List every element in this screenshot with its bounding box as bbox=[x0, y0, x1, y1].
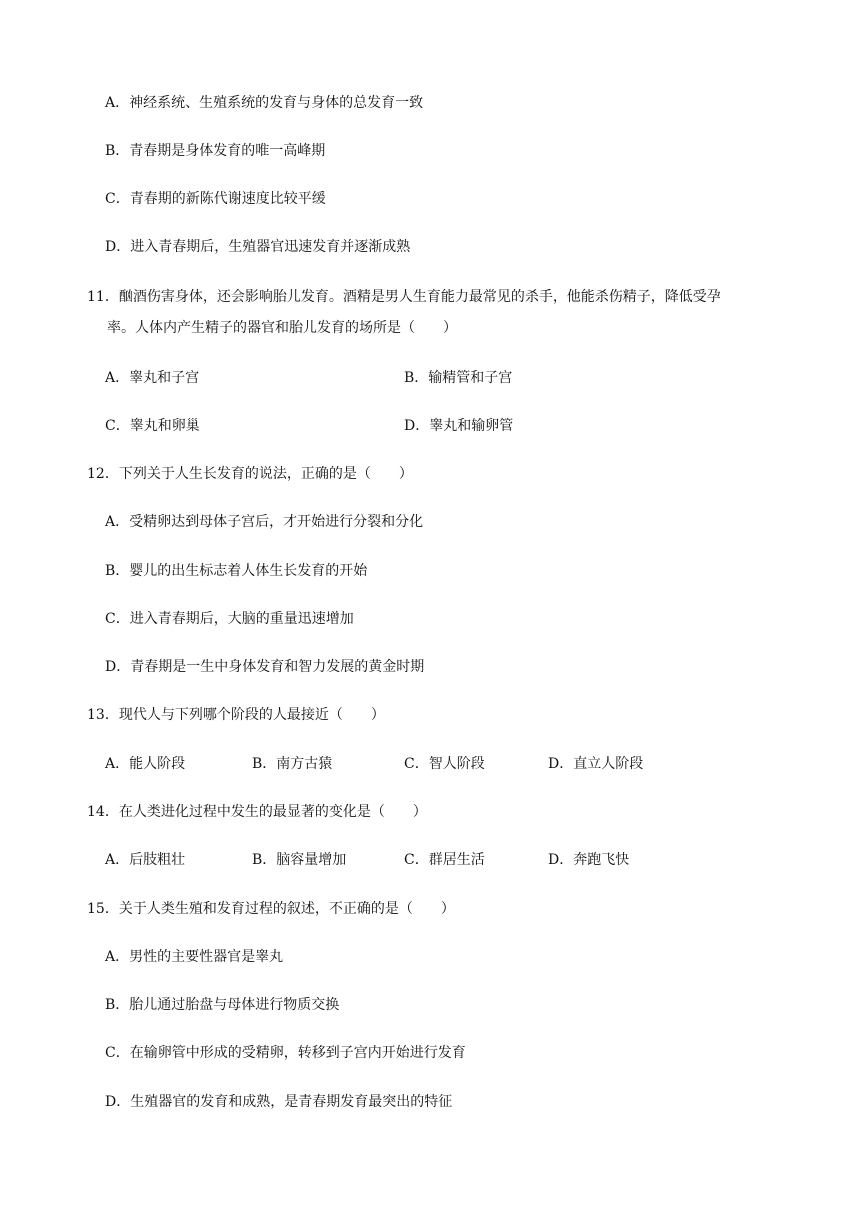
q15-option-b: B．胎儿通过胎盘与母体进行物质交换 bbox=[105, 997, 340, 1013]
q11-option-a: A．睾丸和子宫 bbox=[105, 370, 200, 386]
q12-option-d: D．青春期是一生中身体发育和智力发展的黄金时期 bbox=[105, 659, 425, 675]
q13-option-b: B．南方古猿 bbox=[252, 756, 333, 772]
q13-option-a: A．能人阶段 bbox=[105, 756, 186, 772]
q14-option-c: C．群居生活 bbox=[404, 852, 485, 868]
q10-option-c: C．青春期的新陈代谢速度比较平缓 bbox=[105, 191, 326, 207]
q11-option-d: D．睾丸和输卵管 bbox=[404, 418, 514, 434]
q14-option-d: D．奔跑飞快 bbox=[548, 852, 630, 868]
q11-stem-line2: 率。人体内产生精子的器官和胎儿发育的场所是（ ） bbox=[107, 320, 457, 336]
q12-stem: 12．下列关于人生长发育的说法，正确的是（ ） bbox=[87, 466, 413, 482]
q11-option-c: C．睾丸和卵巢 bbox=[105, 418, 200, 434]
q13-stem: 13．现代人与下列哪个阶段的人最接近（ ） bbox=[87, 707, 385, 723]
q15-option-c: C．在输卵管中形成的受精卵，转移到子宫内开始进行发育 bbox=[105, 1045, 466, 1061]
q12-option-c: C．进入青春期后，大脑的重量迅速增加 bbox=[105, 611, 354, 627]
q15-stem: 15．关于人类生殖和发育过程的叙述，不正确的是（ ） bbox=[87, 901, 455, 917]
q10-option-d: D．进入青春期后，生殖器官迅速发育并逐渐成熟 bbox=[105, 239, 411, 255]
q14-option-b: B．脑容量增加 bbox=[252, 852, 347, 868]
q15-option-a: A．男性的主要性器官是睾丸 bbox=[105, 949, 284, 965]
q13-option-d: D．直立人阶段 bbox=[548, 756, 644, 772]
q11-stem-line1: 11．酗酒伤害身体，还会影响胎儿发育。酒精是男人生育能力最常见的杀手，他能杀伤精子，降低受孕 bbox=[87, 289, 721, 305]
q12-option-a: A．受精卵达到母体子宫后，才开始进行分裂和分化 bbox=[105, 514, 424, 530]
q14-stem: 14．在人类进化过程中发生的最显著的变化是（ ） bbox=[87, 804, 427, 820]
q10-option-b: B．青春期是身体发育的唯一高峰期 bbox=[105, 143, 326, 159]
q15-option-d: D．生殖器官的发育和成熟，是青春期发育最突出的特征 bbox=[105, 1094, 453, 1110]
q13-option-c: C．智人阶段 bbox=[404, 756, 485, 772]
q10-option-a: A．神经系统、生殖系统的发育与身体的总发育一致 bbox=[105, 95, 424, 111]
q14-option-a: A．后肢粗壮 bbox=[105, 852, 186, 868]
q12-option-b: B．婴儿的出生标志着人体生长发育的开始 bbox=[105, 563, 368, 579]
q11-option-b: B．输精管和子宫 bbox=[404, 370, 513, 386]
